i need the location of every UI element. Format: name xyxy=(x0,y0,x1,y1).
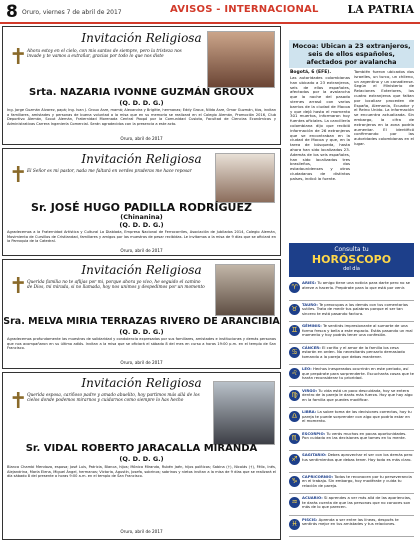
cross-icon: ✝ xyxy=(9,45,28,70)
deceased-name: Sr. VIDAL ROBERTO JARACALLA MIRANDA xyxy=(25,443,258,454)
obit-body: Ing. Jorge Guzmán Álvarez, papá; Ing. Ivan J. Groux Arze, mamá; Alexandra y Brigitte, hermanas; Eddy Groux, Nilda Arze, Omar Guzmán, tíos, invitan a familiares, amistades y personas de buena voluntad a la misa que en su memoria se realizará en el Colegio Alemán, Promoción 2016, Club Deportivo Alemán, Scout Alemán, Fraternidad Morenada Central Poopó por la Comunidad Cusiota, Facultad de Ciencias Económicas y Administrativas Carrera Ingeniería Comercial. Serán agradecidos con la presencia a este acto. xyxy=(7,108,276,126)
horoscope-text: Te preocupas a los demás con tus comentarios sutiles. Trata de medir tus palabras porque el ser tan sincero te está pasando factura. xyxy=(302,301,409,316)
horoscope-text: Hechos inesperados ocurrirán en este periodo, así que prepárate para sorprenderte. Escucharás cosas que te harán reconsiderar tu prioridad. xyxy=(302,366,414,381)
zodiac-icon: ♍ xyxy=(289,390,300,401)
horoscope-text-block xyxy=(302,410,414,424)
horoscope-entry xyxy=(289,280,414,301)
horoscope-entry xyxy=(289,323,414,344)
deceased-rip: (Q. D. D. G.) xyxy=(119,455,164,463)
obit-quote: Querida esposa, cariñoso padre y amado abuelito, hoy partimos más allá de los cielos donde podemos mirarnos y cuidarnos como siempre lo has hecho xyxy=(27,393,200,404)
newspaper-logo: LA PATRIA xyxy=(347,3,414,16)
zodiac-sign: TAURO: xyxy=(302,301,318,307)
horoscope-entry xyxy=(289,431,414,452)
header-date: Oruro, viernes 7 de abril de 2017 xyxy=(22,9,122,16)
horoscope-title-big: HORÓSCOPO xyxy=(311,253,392,266)
page-number: 8 xyxy=(6,2,18,22)
horoscope-text: El cariño y el amor de la familia los cesa estarán en orden. No necesitarás pensarlo demasiado tomando a la pareja que debas mantener. xyxy=(302,344,405,359)
obit-quote: El Señor es mi pastor, nada me faltará en verdes praderas me hace reposar xyxy=(27,169,192,174)
cross-icon: ✝ xyxy=(9,274,28,299)
deceased-rip: (Q. D. D. G.) xyxy=(119,328,164,336)
zodiac-sign: PISCIS: xyxy=(302,516,318,522)
zodiac-sign: CÁNCER: xyxy=(302,344,321,350)
obit-body: Blanca Chambi Mendoza, esposa; José Luis, Patricia, Blanca, hijos; Mónica Miranda, Rubén Jaén, hijos políticos; Sabina (†), Nicolás (†), Félix, Inés, Alejandrina, María Elena, Miguel Ángel, hermanos; Victoria, Agustín, Josefa, sobrinos; sobrinos y nietos invitan a la misa de 9 días que se realizará el día sábado 8 del presente a horas 9:00 a.m. en el templo de San Francisco. xyxy=(7,465,276,479)
horoscope-text-block xyxy=(302,496,414,510)
obit-quote: Ahora estoy en el cielo, con mis santos de siempre, pero la tristeza nos invade y te vamos a extrañar, gracias por todo lo que nos diste xyxy=(27,49,182,60)
obit-heading: Invitación Religiosa xyxy=(81,152,202,166)
horoscope-text-block xyxy=(302,303,414,317)
news-column-1: Las autoridades colombianas han ubicado a 23 extranjeros, seis de ellos españoles, afectados por la avalancha que la noche del pasado viernes arrasó con varios barrios de la ciudad de Mocoa y que dejó hasta el momento 301 muertos, informaron hoy fuentes oficiales. La cancillería colombiana dijo que recibió información de 26 extranjeros que se encontraban en la ciudad de Mocoa y que, en la tarea de búsqueda, hasta ahora han sido localizados 23. Además de los seis españoles, han sido localizados tres brasileños, dos estadounidenses y otros ciudadanos de distintos países, indicó la fuente. xyxy=(290,76,350,181)
zodiac-sign: LEO: xyxy=(302,366,312,371)
zodiac-icon: ♐ xyxy=(289,454,300,465)
zodiac-icon: ♊ xyxy=(289,325,300,336)
zodiac-icon: ♈ xyxy=(289,282,300,293)
horoscope-text: Todos te reconocen por tu perseverancia en el trabajo. Sin embargo, hoy modérate y cuida tu relación de pareja. xyxy=(302,473,412,488)
horoscope-entry xyxy=(289,302,414,323)
horoscope-entry xyxy=(289,409,414,430)
deceased-rip: (Q. D. D. G.) xyxy=(119,221,164,229)
zodiac-sign: GÉMINIS: xyxy=(302,323,322,328)
deceased-rip: (Q. D. D. G.) xyxy=(119,99,164,107)
horoscope-text-block xyxy=(302,432,414,441)
section-title: AVISOS - INTERNACIONAL xyxy=(170,4,319,15)
horoscope-text: Debes aprovechar el ser con los demás pero tus sentimientos que debas tener. Hoy todo es más claro. xyxy=(302,452,413,462)
zodiac-icon: ♋ xyxy=(289,347,300,358)
zodiac-sign: ACUARIO: xyxy=(302,495,323,500)
horoscope-entry xyxy=(289,388,414,409)
obit-date: Oruro, abril de 2017 xyxy=(120,360,163,365)
obit-body: Agradecemos a la Fraternidad Artística y Cultural La Diablada, Empresa Nacional de Ferrocarriles, Asociación de Jubilados 2014, Colegio Alemán, Movimiento de Cursillos de Cristiandad, familiares y amigos por las muestras de pesar recibidas. Le invitamos a la misa de 9 días que se oficiará en la Parroquia de la Catedral. xyxy=(7,230,276,244)
horoscope-entry xyxy=(289,452,414,473)
horoscope-text: La sobre toma de las decisiones correctas, hoy tu pareja te puede sorprender con algo que podría estar en el momento. xyxy=(302,409,412,424)
horoscope-entry xyxy=(289,474,414,495)
zodiac-icon: ♉ xyxy=(289,304,300,315)
obit-date: Oruro, abril de 2017 xyxy=(120,136,163,141)
zodiac-icon: ♑ xyxy=(289,476,300,487)
horoscope-text-block xyxy=(302,281,414,290)
portrait-photo xyxy=(215,153,275,203)
zodiac-icon: ♏ xyxy=(289,433,300,444)
horoscope-text: Si aprendes a ver más allá de las apariencias, te darás cuenta de que las personas que no conoces son más de lo que parecen. xyxy=(302,495,412,510)
obit-body: Agradecemos profundamente las muestras de solidaridad y condolencia expresadas por sus familiares, amistades e instituciones y demás personas que nos acompañaron en su último adiós. Invitan a la misa que se oficiará el sábado 8 del mes en curso a horas 19:00 p.m. en el templo de San Francisco. xyxy=(7,337,276,351)
deceased-nickname: (Chinanina) xyxy=(120,213,163,221)
horoscope-text-block xyxy=(302,367,414,381)
portrait-photo xyxy=(213,381,275,445)
horoscope-text-block xyxy=(302,346,414,360)
obit-date: Oruro, abril de 2017 xyxy=(120,248,163,253)
zodiac-sign: SAGITARIO: xyxy=(302,452,327,457)
zodiac-sign: ARIES: xyxy=(302,280,317,285)
zodiac-sign: ESCORPIO: xyxy=(302,430,326,436)
news-column-2: También fueron ubicados dos israelíes, un turco, un chileno, un argentino y un canadiense. Según el Ministerio de Relaciones Exteriores, los cuatro extranjeros que faltan por localizar proceden de España, Alemania, Ecuador y el Reino Unido. La información se encuentra actualizada. Sin embargo, la cifra de extranjeros en la zona podría aumentar. El identificó confirmando por las autoridades colombianas en el lugar. xyxy=(354,70,414,146)
horoscope-text-block xyxy=(302,389,414,403)
obit-date: Oruro, abril de 2017 xyxy=(120,529,163,534)
portrait-photo xyxy=(215,264,275,316)
horoscope-text: Te sentirás impresionante al sumarte de una forma fresca y bella a este espacio. Estás pasando un mal momento y hoy podrás tener una confesión. xyxy=(302,323,413,338)
horoscope-text: Tu amigo tiene una noticia para darte pero no se atreve a hacerlo. Prepárate para lo que está por venir. xyxy=(302,280,411,290)
horoscope-tag: del día xyxy=(343,266,360,272)
horoscope-text-block xyxy=(302,475,414,489)
horoscope-entry xyxy=(289,495,414,516)
zodiac-icon: ♓ xyxy=(289,519,300,530)
cross-icon: ✝ xyxy=(9,389,28,414)
deceased-name: Sra. MELVA MIRIA TERRAZAS RIVERO DE ARANCIBIA xyxy=(3,316,280,327)
horoscope-entry xyxy=(289,517,414,538)
zodiac-icon: ♎ xyxy=(289,411,300,422)
horoscope-text: Tu verás muchos en pocas oportunidades. Pon cuidado en las decisiones que tomes en tu mente. xyxy=(302,430,407,441)
deceased-name: Srta. NAZARIA IVONNE GUZMÁN GROUX xyxy=(29,87,254,98)
obit-quote: Querida familia no te aflijas por mi, porque ahora yo vivo, he seguido el camino de Dios, mi mirada, si no llamada, hoy nos unimos y despedimos por un momento xyxy=(27,280,205,291)
zodiac-sign: VIRGO: xyxy=(302,387,318,393)
horoscope-title: Consulta tu xyxy=(334,246,369,253)
news-headline: Mocoa: Ubican a 23 extranjeros, seis de ellos españoles, afectados por avalancha xyxy=(289,40,414,68)
obit-heading: Invitación Religiosa xyxy=(81,376,202,390)
zodiac-icon: ♌ xyxy=(289,368,300,379)
horoscope-entry xyxy=(289,366,414,387)
zodiac-sign: CAPRICORNIO: xyxy=(302,473,334,479)
deceased-name: Sr. JOSÉ HUGO PADILLA RODRÍGUEZ xyxy=(31,201,252,214)
zodiac-icon: ♒ xyxy=(289,497,300,508)
horoscope-text: Tu vida está un poco descuidada, hoy se entera dentro de la pareja le darás más fuerza. Hoy que hay algo en la familia que puedes modificar. xyxy=(302,387,413,402)
horoscope-header xyxy=(289,243,414,277)
obituary-notice xyxy=(2,148,281,256)
news-dateline: Bogotá, 6 (EFE). xyxy=(290,70,332,75)
horoscope-text: Aprenda a ser entre las líneas, después te sentirás mejor en tus amistades y tus relaciones. xyxy=(302,516,399,527)
obit-heading: Invitación Religiosa xyxy=(81,263,202,277)
horoscope-text-block xyxy=(302,518,414,527)
obituary-notice xyxy=(2,259,281,369)
horoscope-entry xyxy=(289,345,414,366)
obituary-notice xyxy=(2,26,281,145)
obituary-notice xyxy=(2,372,281,540)
cross-icon: ✝ xyxy=(9,163,28,188)
horoscope-text-block xyxy=(302,453,414,462)
zodiac-sign: LIBRA: xyxy=(302,409,317,414)
horoscope-text-block xyxy=(302,324,414,338)
portrait-photo xyxy=(207,31,275,88)
obit-heading: Invitación Religiosa xyxy=(81,31,202,45)
